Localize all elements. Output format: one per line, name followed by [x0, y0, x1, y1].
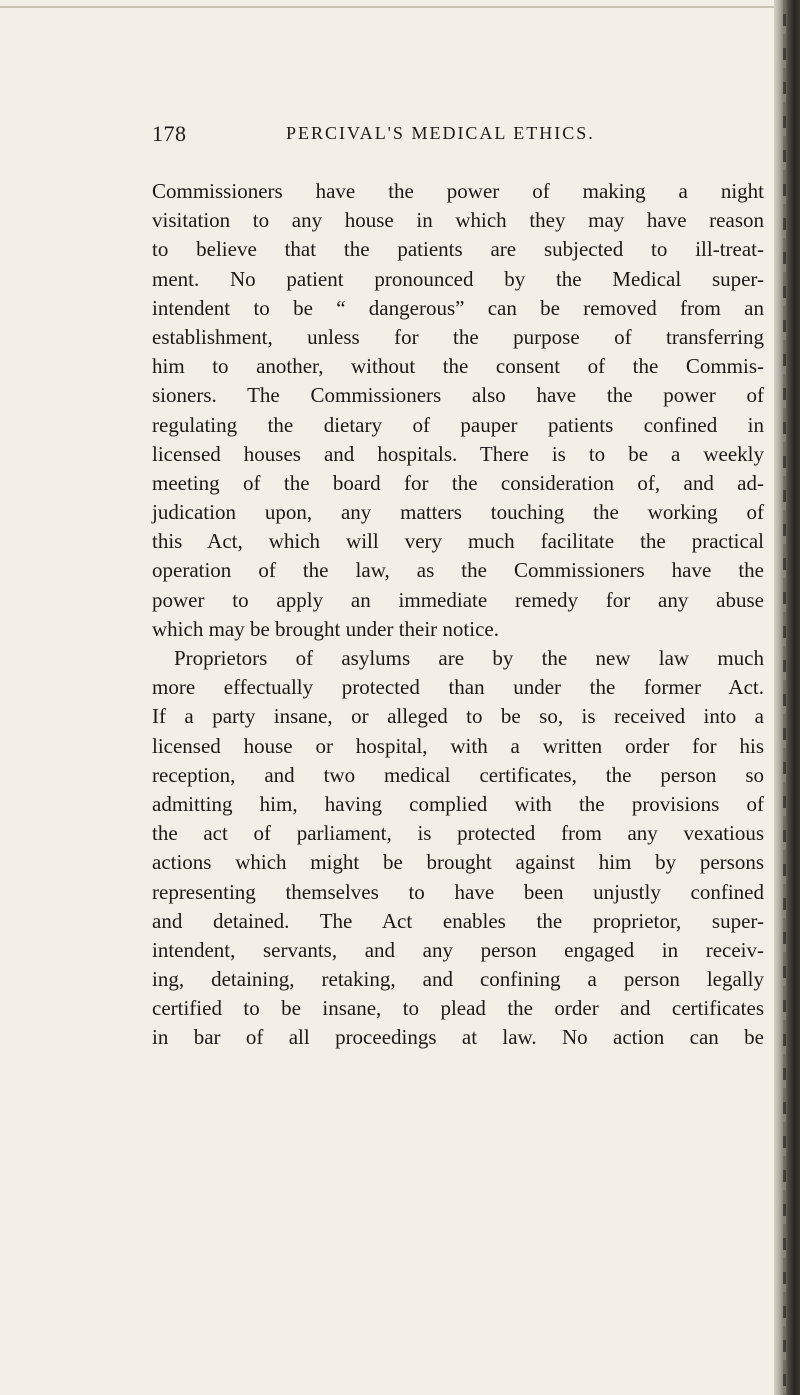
- page-header: [152, 121, 764, 149]
- text-line: actions which might be brought against him by persons: [152, 850, 764, 875]
- text-line: regulating the dietary of pauper patients confined in: [152, 412, 764, 437]
- text-line: reception, and two medical certificates, the person so: [152, 762, 764, 787]
- text-line: ment. No patient pronounced by the Medical super-: [152, 266, 764, 291]
- text-line: certified to be insane, to plead the order and certificates: [152, 996, 764, 1021]
- text-line: this Act, which will very much facilitate the practical: [152, 529, 764, 554]
- running-head: PERCIVAL'S MEDICAL ETHICS.: [286, 123, 595, 143]
- text-line: in bar of all proceedings at law. No action can be: [152, 1025, 764, 1050]
- body-text: [152, 177, 764, 1053]
- paragraph-start-line: Proprietors of asylums are by the new law much: [174, 646, 764, 670]
- book-binding-edge: [774, 0, 800, 1395]
- text-line: intendent to be “ dangerous” can be removed from an: [152, 295, 764, 320]
- text-line: licensed houses and hospitals. There is to be a weekly: [152, 441, 764, 466]
- text-line: visitation to any house in which they may have reason: [152, 208, 764, 233]
- text-line: ing, detaining, retaking, and confining a person legally: [152, 967, 764, 992]
- text-line: Commissioners have the power of making a night: [152, 179, 764, 203]
- text-line: and detained. The Act enables the proprietor, super-: [152, 908, 764, 933]
- text-line: If a party insane, or alleged to be so, is received into a: [152, 704, 764, 729]
- text-line: more effectually protected than under the former Act.: [152, 675, 764, 700]
- text-line: the act of parliament, is protected from any vexatious: [152, 821, 764, 846]
- text-line: sioners. The Commissioners also have the power of: [152, 383, 764, 408]
- paragraph-end-line: which may be brought under their notice.: [152, 616, 499, 641]
- text-line: judication upon, any matters touching the working of: [152, 500, 764, 525]
- text-line: representing themselves to have been unjustly confined: [152, 879, 764, 904]
- text-line: to believe that the patients are subjected to ill-treat-: [152, 237, 764, 262]
- text-line: operation of the law, as the Commissioners have the: [152, 558, 764, 583]
- text-line: establishment, unless for the purpose of transferring: [152, 324, 764, 349]
- text-line: meeting of the board for the consideration of, and ad-: [152, 470, 764, 495]
- text-line: admitting him, having complied with the provisions of: [152, 791, 764, 816]
- page-number: 178: [152, 121, 187, 146]
- top-rule: [0, 6, 775, 8]
- text-line: him to another, without the consent of the Commis-: [152, 354, 764, 379]
- text-line: intendent, servants, and any person engaged in receiv-: [152, 937, 764, 962]
- text-line: licensed house or hospital, with a written order for his: [152, 733, 764, 758]
- text-line: power to apply an immediate remedy for any abuse: [152, 587, 764, 612]
